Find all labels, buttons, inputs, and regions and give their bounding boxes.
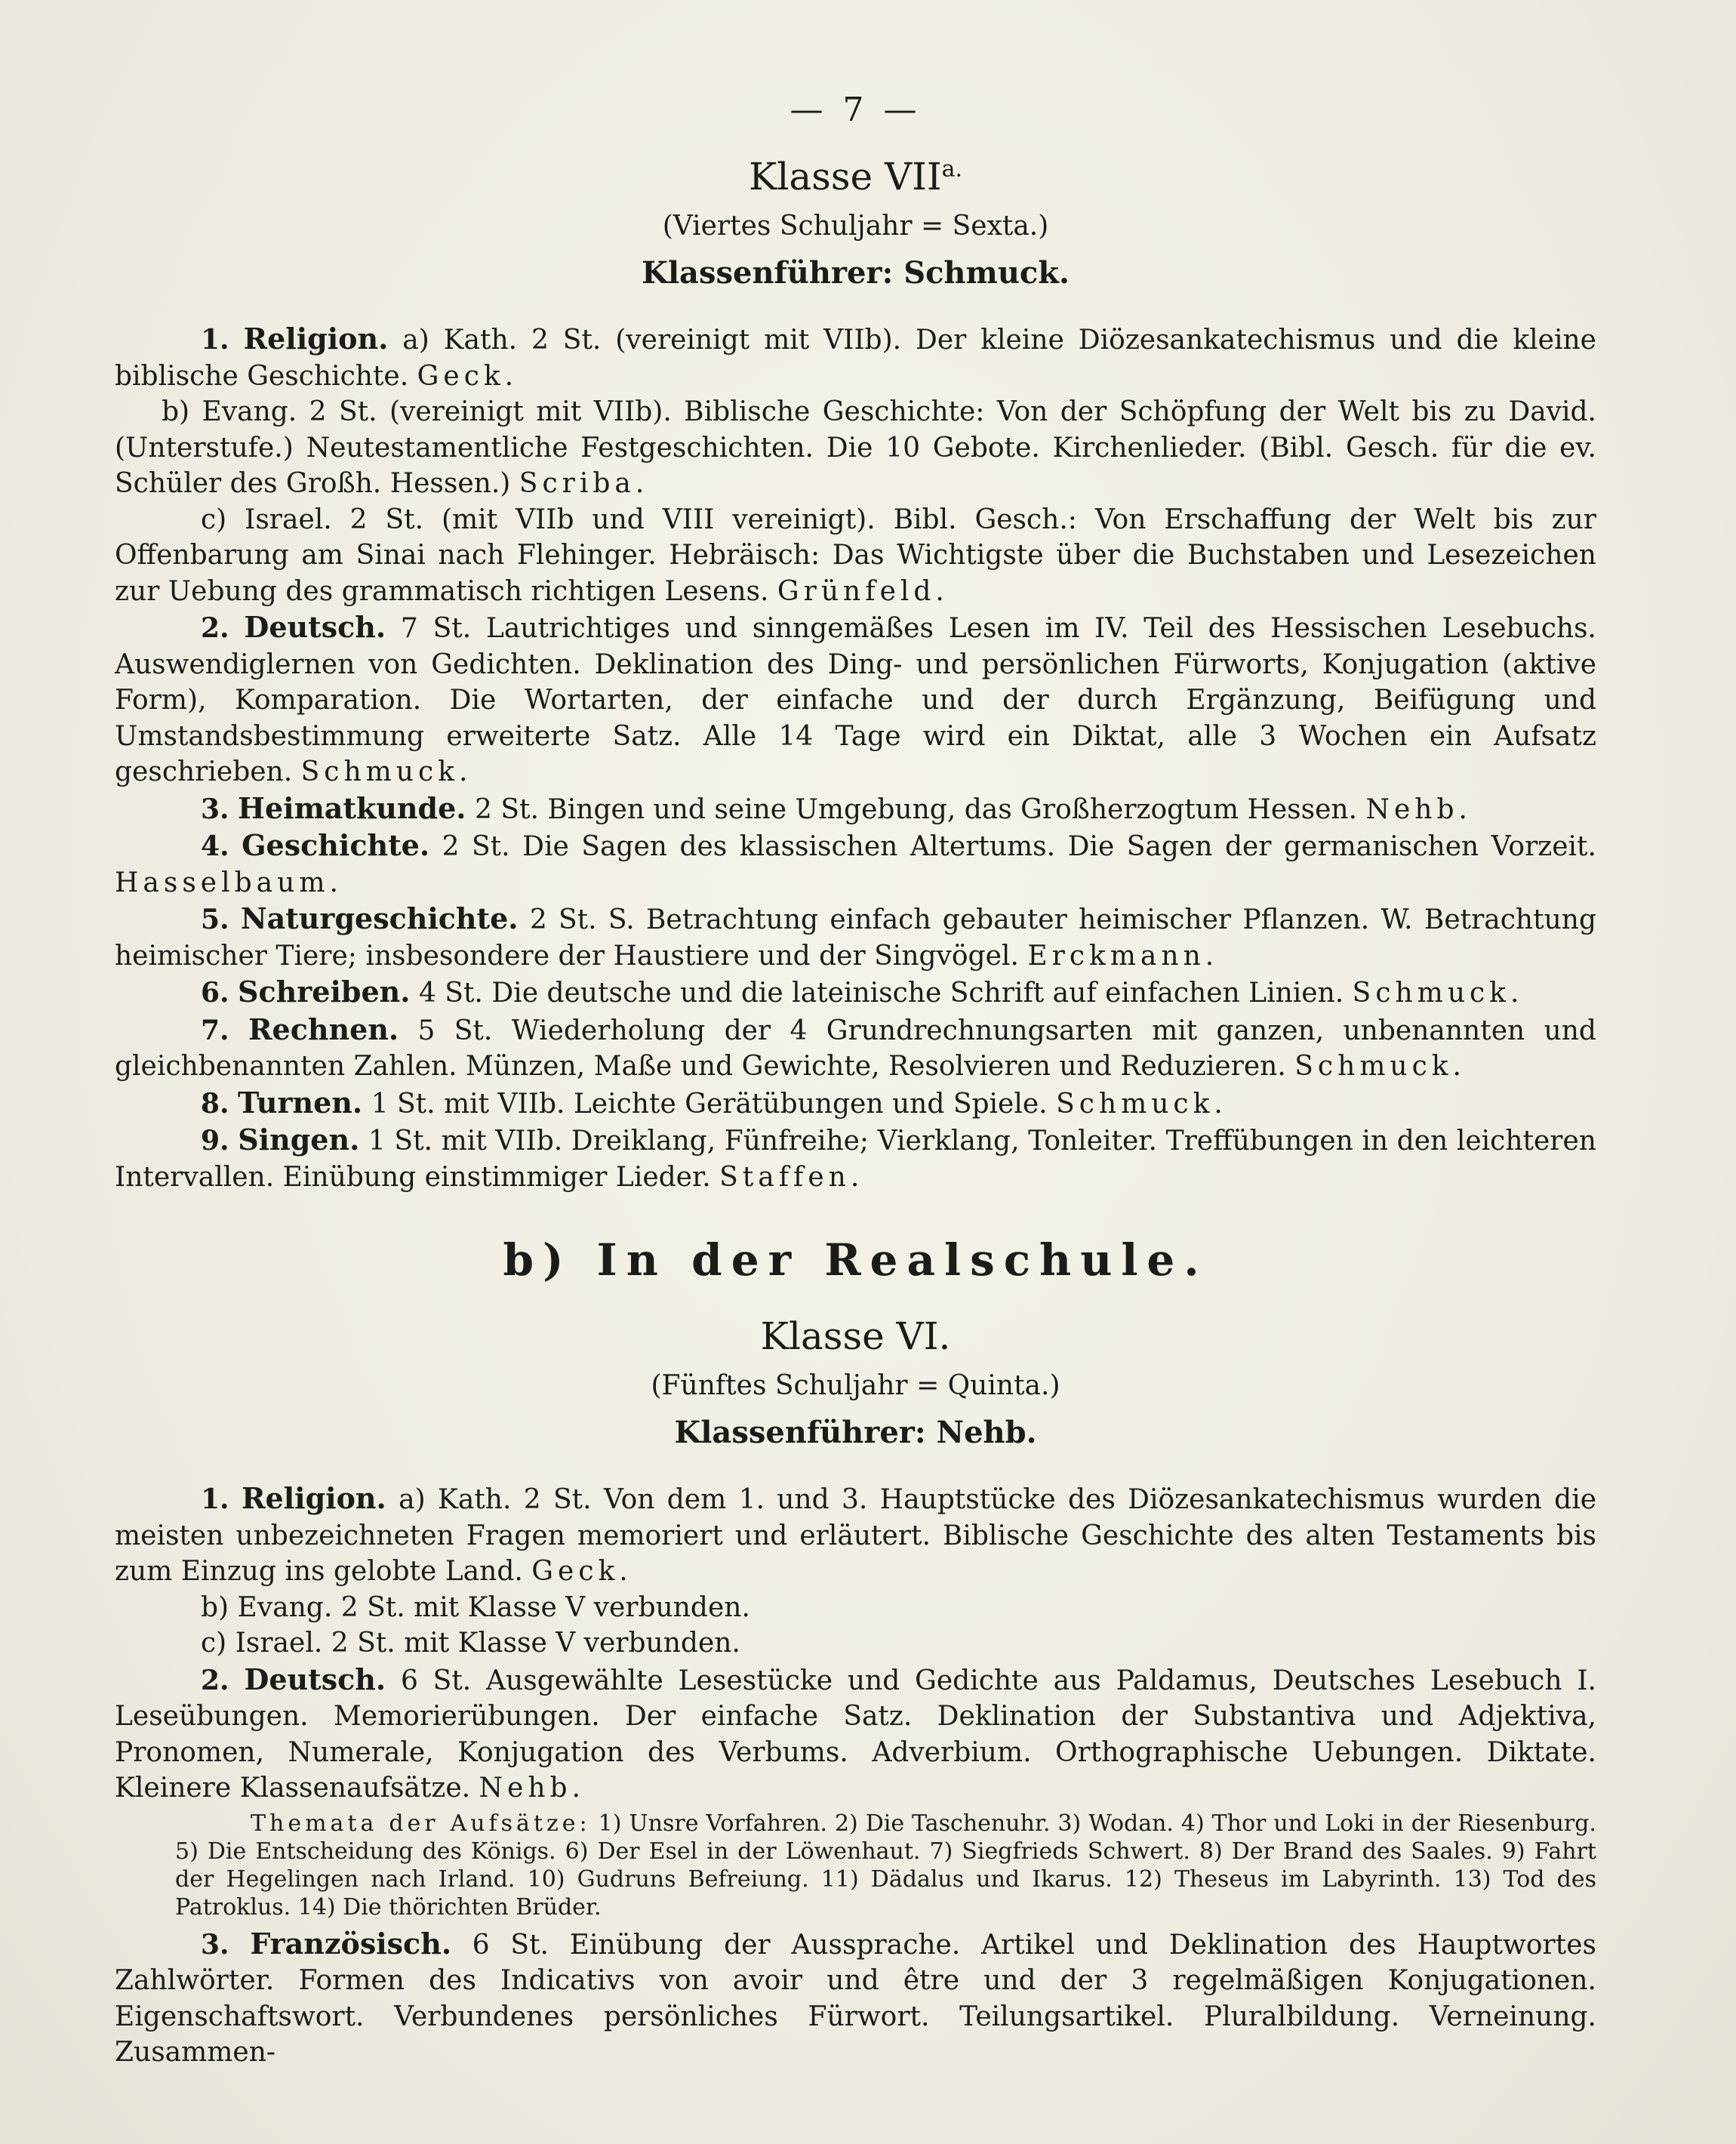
entry-naturgeschichte [115,901,1596,974]
entry-singen [115,1122,1596,1195]
entry-text: 5 St. Wiederholung der 4 Grundrechnungsarten mit ganzen, unbenannten und gleichbenannten Zahlen. Münzen, Maße und Gewichte, Resolvieren und Reduzieren. [115,1015,1596,1082]
entry-teacher: Schmuck. [1056,1088,1227,1120]
entry-geschichte [115,827,1596,901]
entry-subject: Turnen. [238,1085,363,1120]
essay-topics [115,1810,1596,1921]
entry-subject: Religion. [243,322,389,356]
entry-teacher: Schmuck. [1294,1051,1467,1082]
essay-text: 1) Unsre Vorfahren. 2) Die Taschenuhr. 3) Wodan. 4) Thor und Loki in der Riesenburg. 5) Die Entscheidung des Königs. 6) Der Esel in der Löwenhaut. 7) Siegfrieds Schwert. 8) Der Brand des Saales. 9) Fahrt der Hegelingen nach Irland. 10) Gudruns Befreiung. 11) Dädalus und Ikarus. 12) Theseus im Labyrinth. 13) Tod des Patroklus. 14) Die thörichten Brüder. [175,1810,1597,1921]
entry-number: 1. [201,324,229,356]
entry-teacher: Geck. [417,360,519,392]
class-title-text: Klasse VII [749,155,942,199]
entry-subject: Französisch. [250,1926,452,1961]
entry-subject: Heimatkunde. [238,790,466,825]
class-leader-viia: Klassenführer: Schmuck. [642,255,1070,291]
entry-teacher: Grünfeld. [777,575,949,607]
entry-subject: Schreiben. [238,975,411,1009]
entry-number: 2. [201,612,229,644]
entry-number: 7. [201,1014,229,1046]
entry-number: 4. [201,830,229,862]
entry-subject: Deutsch. [244,1662,386,1696]
entry-text: c) Israel. 2 St. (mit VIIb und VIII vereinigt). Bibl. Gesch.: Von Erschaffung der Welt bis zur Offenbarung am Sinai nach Flehinger. Hebräisch: Das Wichtigste über die Buchstaben und Lesezeichen zur Uebung des grammatisch richtigen Lesens. [115,504,1596,607]
entry-number: 3. [201,1928,229,1961]
entry-subject: Singen. [238,1123,360,1157]
entry-subject: Geschichte. [242,828,430,862]
entry-number: 9. [201,1125,229,1157]
entry-text: 2 St. S. Betrachtung einfach gebauter heimischer Pflanzen. W. Betrachtung heimischer Tiere; insbesondere der Haustiere und der Singvögel. [115,904,1597,972]
entry-text: a) Kath. 2 St. Von dem 1. und 3. Hauptstücke des Diözesankatechismus wurden die meisten unbezeichneten Fragen memoriert und erläutert. Biblische Geschichte des alten Testaments bis zum Einzug ins gelobte Land. [115,1484,1597,1587]
entry-rechnen [115,1012,1596,1085]
entry-teacher: Scriba. [519,468,649,499]
entry-teacher: Nehb. [1365,793,1472,825]
entry-subject: Religion. [241,1481,386,1515]
class-title-vi: Klasse VI. [760,1314,951,1358]
entry-schreiben [115,974,1596,1012]
entry-teacher: Erckmann. [1027,940,1219,972]
entry-text: 1 St. mit VIIb. Dreiklang, Fünfreihe; Vierklang, Tonleiter. Treffübungen in den leichteren Intervallen. Einübung einstimmiger Lieder. [115,1126,1596,1193]
entry-teacher: Staffen. [719,1161,864,1193]
entry-religion-israel [115,1625,1596,1662]
essay-label: Themata der Aufsätze: [251,1810,591,1837]
entry-text: 2 St. Die Sagen des klassischen Altertums. Die Sagen der germanischen Vorzeit. [442,831,1596,862]
entry-text: 1 St. mit VIIb. Leichte Gerätübungen und Spiele. [371,1088,1048,1120]
page-number: — 7 — [790,91,922,129]
entry-religion-israel [115,502,1596,610]
entry-text: a) Kath. 2 St. (vereinigt mit VIIb). Der kleine Diözesankatechismus und die kleine biblische Geschichte. [115,325,1596,392]
entry-text: c) Israel. 2 St. mit Klasse V verbunden. [201,1628,740,1659]
entry-religion [115,1480,1596,1590]
entry-religion-evang [115,394,1596,502]
class-subtitle-vi: (Fünftes Schuljahr = Quinta.) [651,1370,1060,1401]
entry-teacher: Geck. [531,1556,633,1587]
entry-franzoesisch [115,1926,1596,2071]
entries-viia [115,321,1596,1195]
class-leader-vi: Klassenführer: Nehb. [674,1415,1037,1450]
entry-deutsch [115,609,1596,790]
entry-teacher: Hasselbaum. [115,867,343,898]
entry-number: 6. [201,977,229,1009]
entry-text: 2 St. Bingen und seine Umgebung, das Großherzogtum Hessen. [474,793,1358,825]
entry-number: 2. [201,1664,229,1696]
entry-turnen [115,1085,1596,1123]
entry-text: 6 St. Ausgewählte Lesestücke und Gedichte aus Paldamus, Deutsches Lesebuch I. Leseübungen. Memorierübungen. Der einfache Satz. Deklination der Substantiva und Adjektiva, Pronomen, Numerale, Konjugation des Verbums. Adverbium. Orthographische Uebungen. Diktate. Kleinere Klassenaufsätze. [115,1665,1597,1804]
entry-text: b) Evang. 2 St. (vereinigt mit VIIb). Biblische Geschichte: Von der Schöpfung der Welt bis zu David. (Unterstufe.) Neutestamentliche Festgeschichten. Die 10 Gebote. Kirchenlieder. (Bibl. Gesch. für die ev. Schüler des Großh. Hessen.) [115,396,1596,499]
entry-religion-evang [115,1590,1596,1626]
entry-deutsch [115,1662,1596,1807]
entry-text: 7 St. Lautrichtiges und sinngemäßes Lesen im IV. Teil des Hessischen Lesebuchs. Auswendiglernen von Gedichten. Deklination des Ding- und persönlichen Fürworts, Konjugation (aktive Form), Komparation. Die Wortarten, der einfache und der durch Ergänzung, Beifügung und Umstandsbestimmung erweiterte Satz. Alle 14 Tage wird ein Diktat, alle 3 Wochen ein Aufsatz geschrieben. [115,613,1596,787]
entry-text: 6 St. Einübung der Aussprache. Artikel und Deklination des Hauptwortes Zahlwörter. Formen des Indicativs von avoir und être und der 3 regelmäßigen Konjugationen. Eigenschaftswort. Verbundenes persönliches Fürwort. Teilungsartikel. Pluralbildung. Verneinung. Zusammen- [115,1929,1596,2068]
entry-number: 1. [201,1483,229,1515]
entry-heimatkunde [115,790,1596,828]
entry-religion [115,321,1596,394]
entries-vi [115,1480,1596,2071]
entry-subject: Deutsch. [244,610,386,644]
entry-number: 8. [201,1087,229,1120]
section-title-realschule: b) In der Realschule. [503,1234,1208,1286]
entry-text: 4 St. Die deutsche und die lateinische Schrift auf einfachen Linien. [418,978,1344,1009]
entry-teacher: Nehb. [479,1773,586,1804]
entry-subject: Rechnen. [248,1012,399,1046]
entry-teacher: Schmuck. [1352,978,1524,1009]
class-title-viia [115,155,1596,199]
entry-text: b) Evang. 2 St. mit Klasse V verbunden. [201,1591,750,1623]
entry-number: 3. [201,793,229,825]
entry-subject: Naturgeschichte. [240,901,519,935]
entry-number: 5. [201,904,229,935]
entry-teacher: Schmuck. [300,756,472,787]
class-subtitle-viia: (Viertes Schuljahr = Sexta.) [662,211,1049,242]
class-title-superscript: a. [941,156,962,183]
